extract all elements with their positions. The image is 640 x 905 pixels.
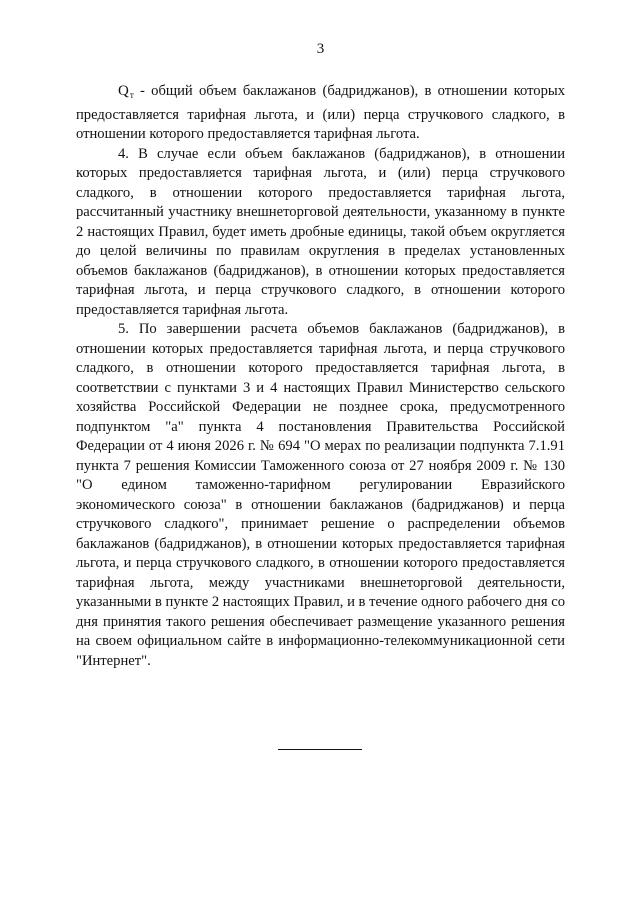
end-divider (278, 749, 362, 750)
page-number: 3 (316, 41, 325, 57)
paragraph-4: 4. В случае если объем баклажанов (бадриджанов), в отношении которых предоставляется тарифная льгота, и (или) перца стручкового сладкого, в отношении которого предоставляется тарифная льгота, рассчитанный участнику внешнеторговой деятельности, указанному в пункте 2 настоящих Правил, будет иметь дробные единицы, такой объем округляется до целой величины по правилам округления в пределах установленных объемов баклажанов (бадриджанов), в отношении которых предоставляется тарифная льгота, и перца стручкового сладкого, в отношении которого предоставляется тарифная льгота. (76, 145, 565, 318)
paragraph-5: 5. По завершении расчета объемов баклажанов (бадриджанов), в отношении которых предоставляется тарифная льгота, и перца стручкового сладкого, в отношении которого предоставляется тарифная льгота, в соответствии с пунктами 3 и 4 настоящих Правил Министерство сельского хозяйства Российской Федерации не позднее срока, предусмотренного подпунктом "а" пункта 4 постановления Правительства Российской Федерации от 4 июня 2026 г. № 694 "О мерах по реализации подпункта 7.1.91 пункта 7 решения Комиссии Таможенного союза от 27 ноября 2009 г. № 130 "О едином таможенно-тарифном регулировании Евразийского экономического союза" в отношении баклажанов (бадриджанов) и перца стручкового сладкого", принимает решение о распределении объемов баклажанов (бадриджанов), в отношении которых предоставляется тарифная льгота, и перца стручкового сладкого, в отношении которого предоставляется тарифная льгота, между участниками внешнеторговой деятельности, указанными в пункте 2 настоящих Правил, и в течение одного рабочего дня со дня принятия такого решения обеспечивает размещение указанного решения на своем официальном сайте в информационно-телекоммуникационной сети "Интернет". (76, 321, 565, 669)
q-definition-text: - общий объем баклажанов (бадриджанов), в отношении которых предоставляется тарифная льгота, и (или) перца стручкового сладкого, в отношении которого предоставляется тарифная льгота. (76, 83, 565, 142)
q-symbol: Q (118, 83, 129, 99)
body-text (76, 82, 565, 671)
q-subscript: т (129, 90, 134, 100)
paragraph-q-definition (76, 82, 565, 145)
